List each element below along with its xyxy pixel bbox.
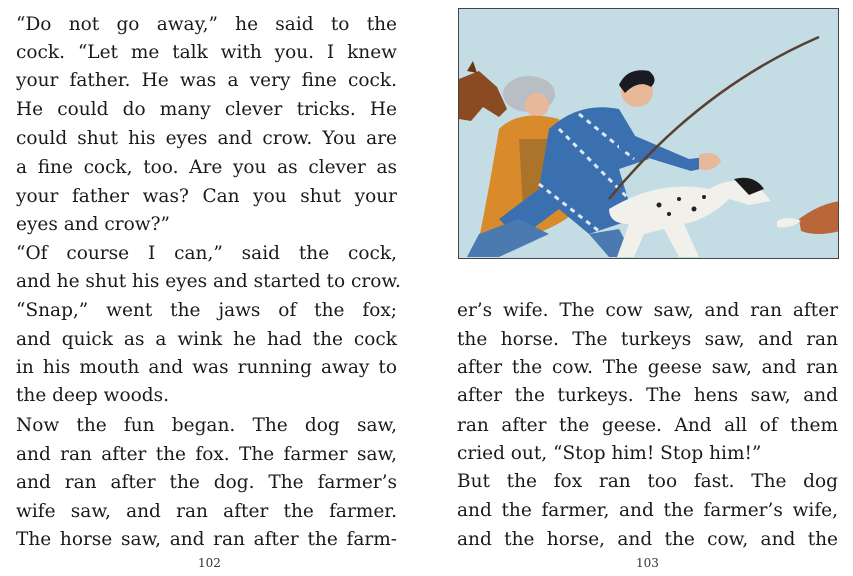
text-line: But the fox ran too fast. The dog [457,471,838,492]
left-page [0,0,418,576]
text-line: and ran after the dog. The farmer’s [16,472,397,493]
text-line: “Do not go away,” he said to the [16,14,397,35]
text-line: The horse saw, and ran after the farm- [16,529,397,550]
text-line: He could do many clever tricks. He [16,99,397,120]
text-line: “Of course I can,” said the cock, [16,243,397,264]
text-line: after the cow. The geese saw, and ran [457,357,838,378]
text-line: cock. “Let me talk with you. I knew [16,42,397,63]
text-line: ran after the geese. And all of them [457,415,838,436]
text-line: and he shut his eyes and started to crow. [16,271,401,292]
text-line: your father. He was a very fine cock. [16,70,397,91]
text-line: the deep woods. [16,385,169,406]
text-line: and ran after the fox. The farmer saw, [16,444,397,465]
text-line: in his mouth and was running away to [16,357,397,378]
text-line: and quick as a wink he had the cock [16,329,397,350]
text-line: eyes and crow?” [16,214,170,235]
text-line: Now the fun began. The dog saw, [16,415,397,436]
right-page [430,0,853,576]
text-line: your father was? Can you shut your [16,186,397,207]
text-line: wife saw, and ran after the farmer. [16,501,397,522]
text-line: cried out, “Stop him! Stop him!” [457,443,762,464]
text-line: and the horse, and the cow, and the [457,529,838,550]
right-page-number: 103 [636,556,659,570]
chase-illustration-art [459,9,839,259]
text-line: “Snap,” went the jaws of the fox; [16,300,397,321]
left-page-number: 102 [198,556,221,570]
text-line: after the turkeys. The hens saw, and [457,385,838,406]
text-line: could shut his eyes and crow. You are [16,128,397,149]
text-line: er’s wife. The cow saw, and ran after [457,300,838,321]
text-line: and the farmer, and the farmer’s wife, [457,500,838,521]
text-line: a fine cock, too. Are you as clever as [16,157,397,178]
text-line: the horse. The turkeys saw, and ran [457,329,838,350]
chase-illustration [458,8,839,259]
